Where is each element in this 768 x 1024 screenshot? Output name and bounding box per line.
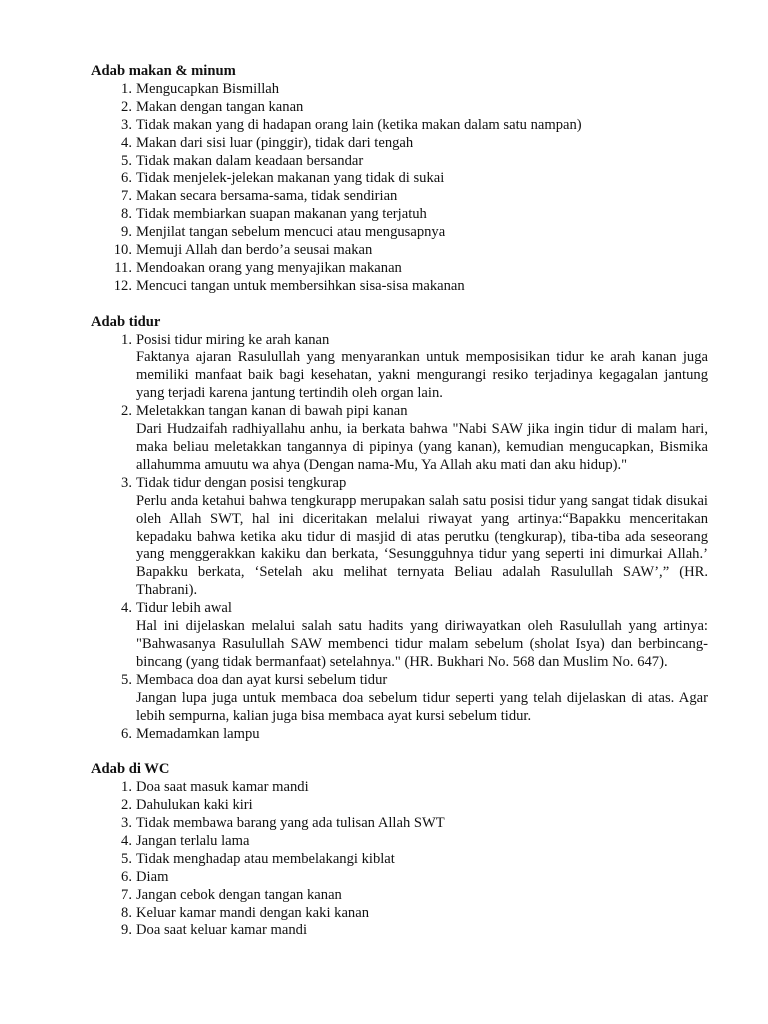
list-item bbox=[91, 887, 708, 905]
list-item-number: 5. bbox=[121, 152, 132, 169]
list-item-title: Tidak menjelek-jelekan makanan yang tidak di sukai bbox=[136, 170, 445, 187]
list-item-number: 8. bbox=[121, 904, 132, 921]
list-item bbox=[91, 153, 708, 171]
section bbox=[91, 314, 708, 744]
list-item bbox=[91, 922, 708, 940]
numbered-list bbox=[91, 332, 708, 744]
list-item-number: 4. bbox=[121, 134, 132, 151]
list-item-title: Tidak menghadap atau membelakangi kiblat bbox=[136, 850, 395, 867]
list-item-title: Jangan terlalu lama bbox=[136, 832, 250, 849]
list-item-description: Jangan lupa juga untuk membaca doa sebelum tidur seperti yang telah dijelaskan di atas. Agar lebih sempurna, kalian juga bisa membaca ayat kursi sebelum tidur. bbox=[136, 689, 708, 724]
section bbox=[91, 761, 708, 940]
list-item bbox=[91, 81, 708, 99]
list-item-number: 11. bbox=[114, 259, 132, 276]
list-item-description: Perlu anda ketahui bahwa tengkurapp merupakan salah satu posisi tidur yang sangat tidak disukai oleh Allah SWT, hal ini diceritakan melalui riwayat yang artinya:“Bapakku menceritakan kepadaku bahwa ketika aku tidur di masjid di atas perutku (tengkurap), tiba-tiba ada seseorang yang menggerakkan kakiku dan berkata, ‘Sesungguhnya tidur yang seperti ini dimurkai Allah.’ Bapakku berkata, ‘Setelah aku melihat ternyata Beliau adalah Rasulullah SAW’,” (HR. Thabrani). bbox=[136, 492, 708, 599]
list-item-title: Tidak makan dalam keadaan bersandar bbox=[136, 152, 364, 169]
list-item bbox=[91, 260, 708, 278]
list-item-number: 2. bbox=[121, 98, 132, 115]
list-item-title: Mendoakan orang yang menyajikan makanan bbox=[136, 259, 402, 276]
list-item-title: Diam bbox=[136, 868, 169, 885]
list-item bbox=[91, 833, 708, 851]
list-item bbox=[91, 797, 708, 815]
list-item-title: Makan dengan tangan kanan bbox=[136, 98, 304, 115]
list-item-title: Posisi tidur miring ke arah kanan bbox=[136, 331, 330, 348]
list-item-number: 6. bbox=[121, 170, 132, 187]
list-item-number: 5. bbox=[121, 850, 132, 867]
section bbox=[91, 63, 708, 296]
list-item bbox=[91, 779, 708, 797]
list-item-number: 1. bbox=[121, 331, 132, 348]
list-item bbox=[91, 815, 708, 833]
list-item-number: 12. bbox=[113, 277, 132, 294]
list-item bbox=[91, 332, 708, 404]
list-item-title: Memadamkan lampu bbox=[136, 725, 260, 742]
list-item bbox=[91, 242, 708, 260]
list-item bbox=[91, 475, 708, 600]
list-item-number: 2. bbox=[121, 403, 132, 420]
list-item-number: 4. bbox=[121, 832, 132, 849]
list-item-number: 2. bbox=[121, 797, 132, 814]
list-item-number: 9. bbox=[121, 224, 132, 241]
list-item-description: Faktanya ajaran Rasulullah yang menyarankan untuk memposisikan tidur ke arah kanan juga memiliki manfaat baik bagi kesehatan, yakni mengurangi resiko terjadinya kegagalan jantung yang terjadi karena jantung tertindih oleh organ lain. bbox=[136, 349, 708, 402]
list-item bbox=[91, 170, 708, 188]
list-item-title: Makan secara bersama-sama, tidak sendirian bbox=[136, 188, 398, 205]
list-item bbox=[91, 600, 708, 672]
section-heading: Adab di WC bbox=[91, 761, 170, 778]
list-item-description: Dari Hudzaifah radhiyallahu anhu, ia berkata bahwa "Nabi SAW jika ingin tidur di malam hari, maka beliau meletakkan tangannya di pipinya (yang kanan), kemudian mengucapkan, Bismika allahumma amuutu wa ahya (Dengan nama-Mu, Ya Allah aku mati dan aku hidup)." bbox=[136, 421, 708, 473]
list-item-title: Tidak makan yang di hadapan orang lain (ketika makan dalam satu nampan) bbox=[136, 116, 582, 133]
numbered-list bbox=[91, 81, 708, 296]
numbered-list bbox=[91, 779, 708, 940]
list-item bbox=[91, 278, 708, 296]
list-item-title: Mengucapkan Bismillah bbox=[136, 80, 280, 97]
list-item-title: Tidur lebih awal bbox=[136, 600, 232, 617]
list-item bbox=[91, 851, 708, 869]
list-item-title: Menjilat tangan sebelum mencuci atau mengusapnya bbox=[136, 224, 446, 241]
list-item-title: Dahulukan kaki kiri bbox=[136, 797, 253, 814]
list-item-title: Doa saat masuk kamar mandi bbox=[136, 779, 309, 796]
list-item-title: Tidak tidur dengan posisi tengkurap bbox=[136, 474, 347, 491]
list-item-number: 3. bbox=[121, 815, 132, 832]
list-item bbox=[91, 726, 708, 744]
list-item-number: 6. bbox=[121, 725, 132, 742]
list-item-title: Membaca doa dan ayat kursi sebelum tidur bbox=[136, 671, 388, 688]
list-item bbox=[91, 869, 708, 887]
list-item-number: 3. bbox=[121, 116, 132, 133]
list-item-title: Tidak membawa barang yang ada tulisan Allah SWT bbox=[136, 815, 445, 832]
list-item-title: Mencuci tangan untuk membersihkan sisa-sisa makanan bbox=[136, 277, 465, 294]
list-item bbox=[91, 224, 708, 242]
list-item bbox=[91, 905, 708, 923]
list-item-number: 1. bbox=[121, 779, 132, 796]
list-item bbox=[91, 403, 708, 475]
list-item-number: 9. bbox=[121, 922, 132, 939]
list-item-number: 5. bbox=[121, 671, 132, 688]
list-item-number: 7. bbox=[121, 886, 132, 903]
section-heading: Adab tidur bbox=[91, 313, 161, 330]
list-item bbox=[91, 672, 708, 726]
list-item-number: 10. bbox=[113, 242, 132, 259]
list-item-number: 3. bbox=[121, 474, 132, 491]
section-heading: Adab makan & minum bbox=[91, 63, 236, 79]
list-item-number: 7. bbox=[121, 188, 132, 205]
list-item bbox=[91, 206, 708, 224]
list-item bbox=[91, 117, 708, 135]
list-item-title: Keluar kamar mandi dengan kaki kanan bbox=[136, 904, 370, 921]
list-item-title: Jangan cebok dengan tangan kanan bbox=[136, 886, 342, 903]
list-item-title: Tidak membiarkan suapan makanan yang terjatuh bbox=[136, 206, 427, 223]
list-item bbox=[91, 188, 708, 206]
list-item-title: Memuji Allah dan berdo’a seusai makan bbox=[136, 242, 373, 259]
list-item bbox=[91, 99, 708, 117]
list-item-number: 4. bbox=[121, 600, 132, 617]
list-item bbox=[91, 135, 708, 153]
list-item-title: Doa saat keluar kamar mandi bbox=[136, 922, 307, 939]
list-item-number: 1. bbox=[121, 80, 132, 97]
list-item-number: 8. bbox=[121, 206, 132, 223]
list-item-title: Makan dari sisi luar (pinggir), tidak dari tengah bbox=[136, 134, 414, 151]
list-item-number: 6. bbox=[121, 868, 132, 885]
list-item-description: Hal ini dijelaskan melalui salah satu hadits yang diriwayatkan oleh Rasulullah yang artinya: "Bahwasanya Rasulullah SAW membenci tidur malam sebelum (sholat Isya) dan berbincang-bincang (yang tidak bermanfaat) setelahnya." (HR. Bukhari No. 568 dan Muslim No. 647). bbox=[136, 618, 708, 670]
list-item-title: Meletakkan tangan kanan di bawah pipi kanan bbox=[136, 403, 408, 420]
